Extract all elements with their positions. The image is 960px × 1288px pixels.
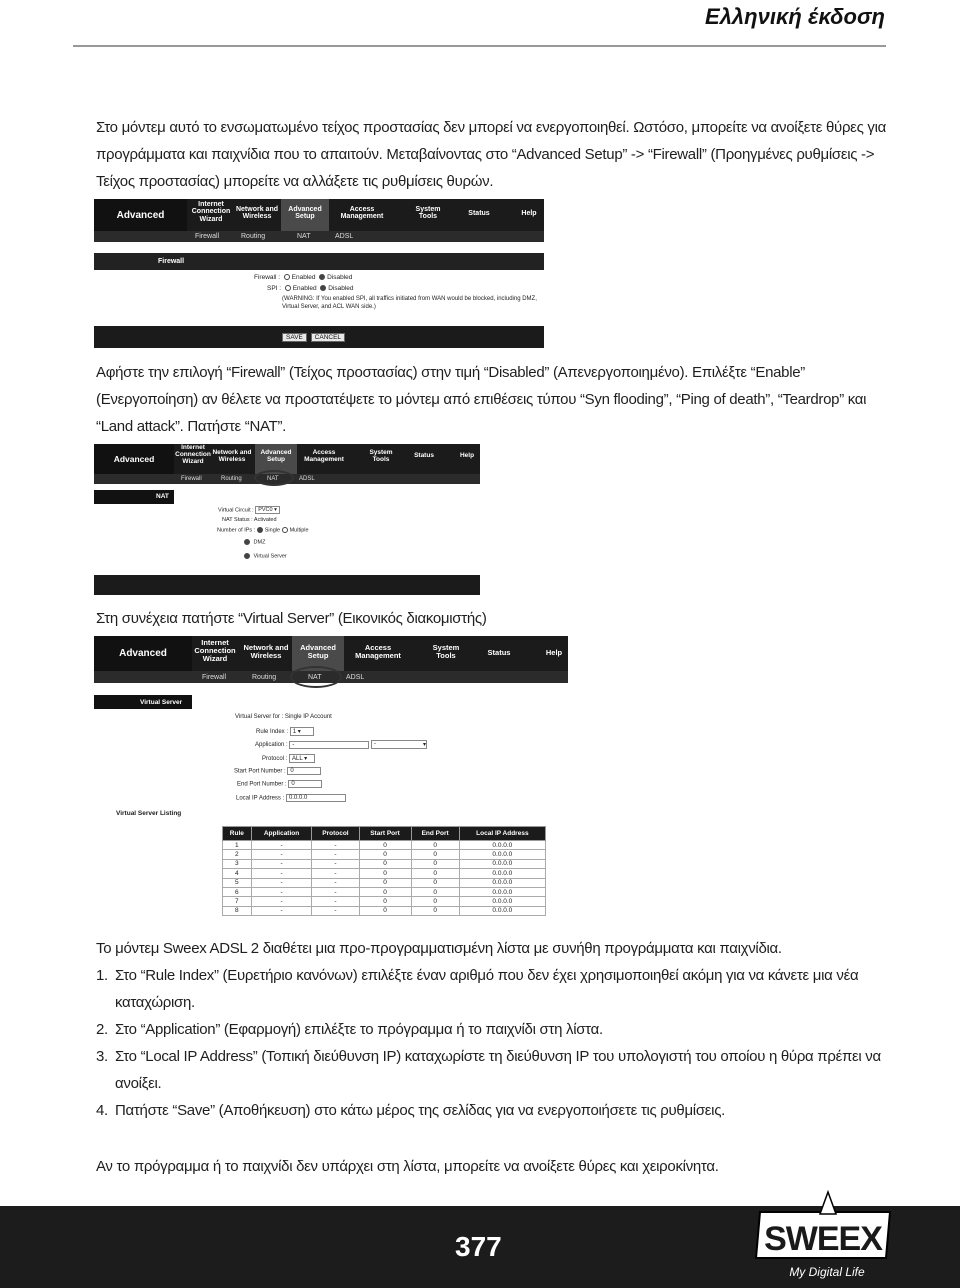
table-cell: 0 (359, 841, 411, 850)
step-number: 2. (96, 1021, 108, 1038)
table-cell: 0.0.0.0 (459, 887, 545, 896)
table-cell: 1 (223, 841, 252, 850)
nav-brand: Advanced (94, 636, 192, 671)
nav-item-tools: System Tools (415, 206, 441, 221)
firewall-row (254, 274, 352, 281)
nav-brand: Advanced (94, 199, 187, 231)
step-item (96, 1016, 896, 1043)
bullet-icon (244, 553, 250, 559)
table-cell: 5 (223, 878, 252, 887)
rule-index-value: 1 (292, 729, 297, 735)
sub-item-firewall: Firewall (181, 476, 202, 482)
nav-item-status: Status (414, 452, 434, 459)
nav-item-network: Network and Wireless (235, 206, 278, 221)
radio-selected-icon (319, 274, 325, 280)
firewall-paragraph: Αφήστε την επιλογή “Firewall” (Τείχος προστασίας) στην τιμή “Disabled” (Απενεργοποιημένο). Επιλέξτε “Enable” (Ενεργοποίηση) αν θέλετε να προστατέψετε το μόντεμ από επιθέσεις τύπου “Syn flooding”, “Ping of death”, “Teardrop” και “Land attack”. Πατήστε “NAT”. (96, 364, 867, 435)
table-cell: 6 (223, 887, 252, 896)
firewall-screenshot (94, 199, 544, 348)
dmz-link: DMZ (253, 539, 266, 546)
table-body (223, 841, 546, 916)
spi-warning: (WARNING: If You enabled SPI, all traffics initiated from WAN would be blocked, including DMZ, Virtual Server, and ACL WAN side.) (282, 296, 537, 310)
nav-brand: Advanced (94, 444, 174, 474)
protocol-select (289, 754, 315, 763)
table-cell: - (312, 878, 359, 887)
start-port-field (287, 767, 321, 775)
nav-item-access: Access Management (304, 449, 344, 463)
table-header: Start Port (359, 827, 411, 841)
step-text: Πατήστε “Save” (Αποθήκευση) στο κάτω μέρος της σελίδας για να ενεργοποιήσετε τις ρυθμίσεις. (115, 1102, 726, 1119)
cancel-button: CANCEL (311, 333, 345, 342)
table-cell: 0 (411, 878, 459, 887)
table-cell: - (312, 906, 359, 915)
nav-item-tools: System Tools (369, 449, 393, 463)
num-ips-label: Number of IPs : (217, 527, 256, 534)
step-item (96, 1097, 896, 1124)
step-item (96, 962, 896, 1016)
sub-item-routing: Routing (241, 233, 266, 240)
firewall-label: Firewall : (254, 274, 281, 281)
router-subbar (94, 231, 544, 242)
section-header (94, 490, 174, 504)
vs-for-value: Single IP Account (284, 714, 332, 720)
num-ips-row (217, 527, 309, 533)
sub-item-routing: Routing (252, 673, 277, 681)
nav-item-help: Help (545, 648, 563, 657)
rule-index-row (256, 727, 314, 736)
table-cell: 0 (359, 850, 411, 859)
table-cell: 0.0.0.0 (459, 869, 545, 878)
application-select (371, 740, 427, 749)
table-cell: 0 (359, 878, 411, 887)
nav-item-access: Access Management (355, 643, 401, 660)
spi-row (267, 285, 354, 292)
nav-item-advanced-setup: Advanced Setup (255, 444, 297, 474)
spi-label: SPI : (267, 285, 282, 292)
local-ip-value: 0.0.0.0 (288, 795, 308, 801)
virtual-circuit-value: PVC0 (258, 507, 273, 513)
sub-item-nat: NAT (308, 673, 322, 681)
local-ip-field (286, 794, 346, 802)
table-header: Rule (223, 827, 252, 841)
table-row (223, 906, 546, 915)
section-title: NAT (156, 493, 169, 500)
section-title: Virtual Server (140, 699, 183, 706)
application-select-value: - (374, 741, 377, 747)
bullet-icon (244, 539, 250, 545)
table-row (223, 850, 546, 859)
page-header-title: Ελληνική έκδοση (705, 4, 885, 29)
nav-item-wizard: Internet Connection Wizard (175, 444, 211, 465)
table-cell: - (312, 887, 359, 896)
table-cell: - (312, 897, 359, 906)
virtual-circuit-label: Virtual Circuit : (218, 507, 254, 514)
table-cell: 0.0.0.0 (459, 906, 545, 915)
table-cell: - (312, 850, 359, 859)
table-cell: 0 (411, 906, 459, 915)
end-port-field (288, 780, 322, 788)
nav-item-help: Help (521, 210, 537, 217)
table-cell: 0 (411, 841, 459, 850)
virtual-server-paragraph: Στη συνέχεια πατήστε “Virtual Server” (Εικονικός διακομιστής) (96, 610, 487, 627)
vs-listing-title: Virtual Server Listing (116, 810, 182, 817)
table-cell: - (251, 887, 312, 896)
table-row (223, 878, 546, 887)
table-cell: 0 (359, 869, 411, 878)
rule-index-select (290, 727, 314, 736)
table-row (223, 887, 546, 896)
nat-screenshot (94, 444, 480, 595)
table-cell: - (251, 878, 312, 887)
protocol-row (262, 754, 315, 763)
page-number: 377 (455, 1231, 502, 1262)
end-port-label: End Port Number : (237, 781, 287, 788)
table-cell: - (312, 869, 359, 878)
section-header (94, 253, 544, 270)
header-rule (73, 45, 886, 47)
table-cell: 0 (411, 897, 459, 906)
radio-selected-icon (320, 285, 326, 291)
table-row (223, 859, 546, 868)
table-cell: - (251, 869, 312, 878)
nav-item-network: Network and Wireless (212, 449, 252, 463)
instructions-block (96, 935, 896, 1124)
table-cell: 0.0.0.0 (459, 850, 545, 859)
table-row (223, 841, 546, 850)
start-port-row (234, 767, 321, 775)
table-cell: 0 (411, 859, 459, 868)
radio-icon (285, 285, 291, 291)
application-label: Application : (255, 742, 288, 749)
router-navbar (94, 199, 544, 231)
table-cell: 0 (359, 906, 411, 915)
instructions-intro: Το μόντεμ Sweex ADSL 2 διαθέτει μια προ-προγραμματισμένη λίστα με συνήθη προγράμματα και παιχνίδια. (96, 940, 782, 957)
nat-highlight-oval (290, 666, 342, 688)
step-text: Στο “Application” (Εφαρμογή) επιλέξτε το πρόγραμμα ή το παιχνίδι στη λίστα. (115, 1021, 603, 1038)
disabled-label: Disabled (327, 274, 353, 281)
table-row (223, 869, 546, 878)
step-item (96, 1043, 896, 1097)
table-cell: 0 (359, 887, 411, 896)
table-cell: 0 (411, 850, 459, 859)
nav-item-advanced-setup: Advanced Setup (281, 199, 329, 231)
dmz-row (244, 539, 265, 545)
start-port-label: Start Port Number : (234, 768, 286, 775)
nav-item-advanced-setup: Advanced Setup (292, 636, 344, 671)
sub-item-firewall: Firewall (195, 233, 220, 240)
nav-item-wizard: Internet Connection Wizard (194, 638, 236, 663)
nav-item-help: Help (459, 452, 475, 459)
step-number: 1. (96, 967, 108, 984)
svg-text:SWEEX: SWEEX (764, 1220, 882, 1258)
nav-item-access: Access Management (340, 206, 384, 221)
router-navbar (94, 444, 480, 474)
virtual-circuit-row (218, 506, 280, 514)
section-header (94, 695, 192, 709)
table-cell: 0 (359, 897, 411, 906)
table-cell: 0 (359, 859, 411, 868)
virtual-server-link: Virtual Server (253, 553, 287, 560)
nat-highlight-oval (254, 470, 294, 486)
table-header: Protocol (312, 827, 359, 841)
table-cell: - (251, 897, 312, 906)
table-cell: 2 (223, 850, 252, 859)
sub-item-nat: NAT (267, 476, 279, 482)
table-cell: 0 (411, 887, 459, 896)
bottom-bar (94, 575, 480, 595)
chevron-down-icon: ▾ (304, 756, 308, 762)
rule-index-label: Rule Index : (256, 729, 289, 736)
svg-text:My Digital Life: My Digital Life (789, 1265, 865, 1279)
application-row (255, 740, 427, 749)
nav-item-tools: System Tools (432, 643, 460, 660)
table-header: Application (251, 827, 312, 841)
nat-status-label: NAT Status : (222, 517, 253, 523)
sub-item-adsl: ADSL (335, 233, 354, 240)
radio-selected-icon (257, 527, 263, 533)
table-header-row (223, 827, 546, 841)
enabled-label: Enabled (292, 285, 317, 292)
local-ip-row (236, 794, 346, 802)
table-row (223, 897, 546, 906)
nat-status-row (222, 517, 277, 523)
table-cell: 0.0.0.0 (459, 897, 545, 906)
radio-icon (284, 274, 290, 280)
sub-item-adsl: ADSL (299, 476, 315, 482)
sub-item-adsl: ADSL (346, 673, 365, 681)
intro-paragraph: Στο μόντεμ αυτό το ενσωματωμένο τείχος προστασίας δεν μπορεί να ενεργοποιηθεί. Ωστόσο, μπορείτε να ανοίξετε θύρες για προγράμματα και παιχνίδια που το απαιτούν. Μεταβαίνοντας στο “Advanced Setup” -> “Firewall” (Προηγμένες ρυθμίσεις -> Τείχος προστασίας) μπορείτε να αλλάξετε τις ρυθμίσεις θυρών. (96, 119, 886, 190)
virtual-server-screenshot (94, 636, 568, 925)
nat-status-value: Activated (253, 517, 277, 523)
section-title: Firewall (158, 258, 185, 265)
vs-for-row (235, 714, 332, 720)
nav-item-status: Status (487, 648, 511, 657)
end-port-value: 0 (291, 781, 295, 787)
table-cell: - (251, 841, 312, 850)
table-cell: 0 (411, 869, 459, 878)
chevron-down-icon: ▾ (274, 507, 277, 513)
chevron-down-icon: ▾ (297, 729, 301, 735)
disabled-label: Disabled (328, 285, 354, 292)
table-header: End Port (411, 827, 459, 841)
table-cell: 0.0.0.0 (459, 841, 545, 850)
sub-item-firewall: Firewall (202, 673, 227, 681)
table-cell: - (251, 906, 312, 915)
table-cell: 0.0.0.0 (459, 859, 545, 868)
table-cell: 3 (223, 859, 252, 868)
router-navbar (94, 636, 568, 671)
virtual-server-table (222, 826, 546, 916)
table-cell: - (251, 850, 312, 859)
multiple-label: Multiple (289, 527, 309, 534)
virtual-server-row (244, 553, 287, 559)
save-button: SAVE (282, 333, 307, 342)
virtual-circuit-select (255, 506, 280, 514)
table-cell: 8 (223, 906, 252, 915)
button-bar (94, 326, 544, 348)
chevron-down-icon: ▾ (423, 742, 427, 748)
start-port-value: 0 (290, 768, 294, 774)
step-number: 4. (96, 1102, 108, 1119)
table-cell: 0.0.0.0 (459, 878, 545, 887)
vs-for-label: Virtual Server for : (235, 714, 284, 720)
step-number: 3. (96, 1048, 108, 1065)
application-field (289, 741, 369, 749)
table-cell: 4 (223, 869, 252, 878)
protocol-value: ALL (292, 756, 303, 762)
table-cell: - (251, 859, 312, 868)
table-cell: - (312, 859, 359, 868)
end-port-row (237, 780, 322, 788)
sub-item-routing: Routing (221, 476, 242, 482)
local-ip-label: Local IP Address : (236, 795, 285, 802)
nav-item-status: Status (468, 210, 490, 217)
table-header: Local IP Address (459, 827, 545, 841)
nav-item-wizard: Internet Connection Wizard (191, 201, 231, 223)
sweex-logo (752, 1190, 898, 1282)
single-label: Single (264, 527, 281, 534)
enabled-label: Enabled (291, 274, 316, 281)
table-cell: - (312, 841, 359, 850)
protocol-label: Protocol : (262, 756, 288, 763)
step-text: Στο “Local IP Address” (Τοπική διεύθυνση IP) καταχωρίστε τη διεύθυνση IP του υπολογιστή του οποίου η θύρα πρέπει να ανοίξει. (115, 1048, 881, 1092)
radio-icon (282, 527, 288, 533)
closing-paragraph: Αν το πρόγραμμα ή το παιχνίδι δεν υπάρχει στη λίστα, μπορείτε να ανοίξετε θύρες και χειροκίνητα. (96, 1158, 719, 1175)
table-cell: 7 (223, 897, 252, 906)
step-text: Στο “Rule Index” (Ευρετήριο κανόνων) επιλέξτε έναν αριθμό που δεν έχει χρησιμοποιηθεί ακόμη για να κάνετε μια νέα καταχώριση. (115, 967, 859, 1011)
application-value: - (292, 741, 295, 748)
nav-item-network: Network and Wireless (243, 643, 289, 660)
sub-item-nat: NAT (297, 233, 311, 240)
